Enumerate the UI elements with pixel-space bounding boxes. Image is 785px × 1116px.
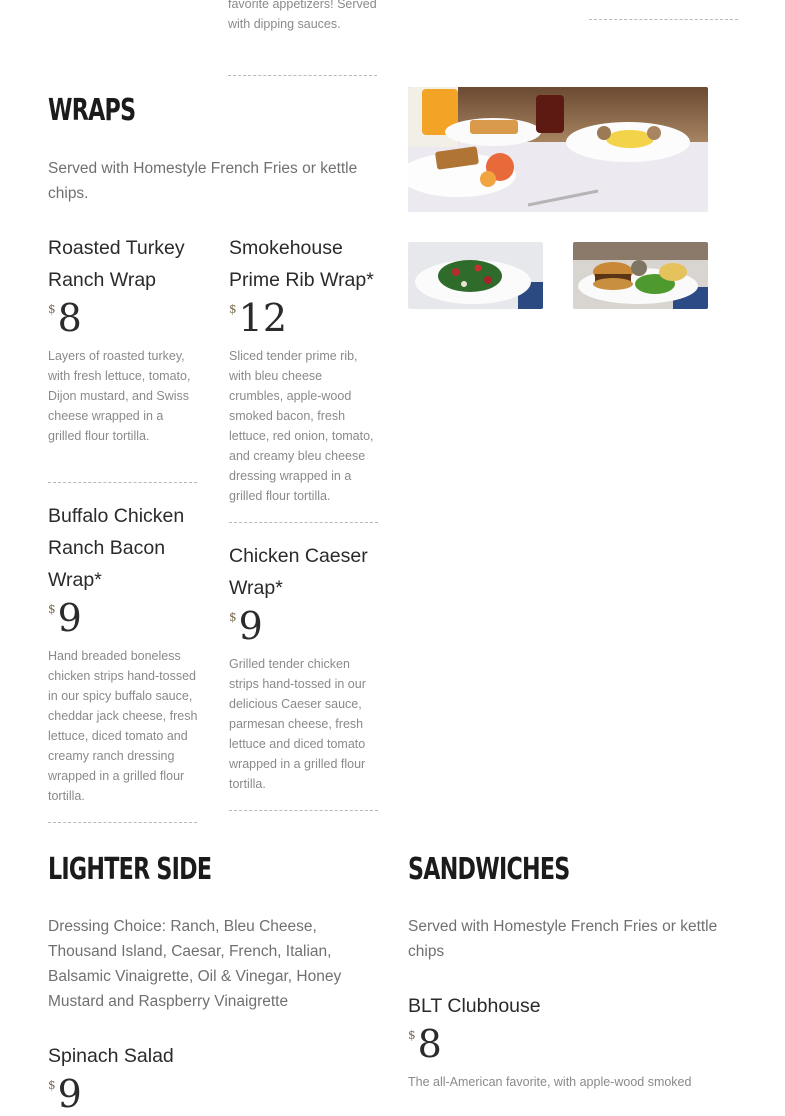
sandwiches-header	[408, 852, 626, 887]
salad-photo[interactable]	[408, 242, 543, 309]
lighter-side-desc: Dressing Choice: Ranch, Bleu Cheese, Thousand Island, Caesar, French, Italian, Balsamic Vinaigrette, Oil & Vinegar, Honey Mustard and Raspberry Vinaigrette	[48, 918, 342, 1010]
price-value: 8	[57, 296, 82, 340]
item-name: Buffalo Chicken Ranch Bacon Wrap*	[48, 505, 185, 591]
price-value: 8	[417, 1022, 442, 1066]
item-description: Sliced tender prime rib, with bleu cheese crumbles, apple-wood smoked bacon, fresh lettuce, red onion, tomato, and creamy bleu cheese dressing wrapped in a grilled flour tortilla.	[229, 349, 374, 503]
menu-item-blt-clubhouse	[408, 990, 728, 1092]
sandwiches-desc: Served with Homestyle French Fries or kettle chips	[408, 918, 718, 960]
item-description: Grilled tender chicken strips hand-tossed in our delicious Caeser sauce, parmesan cheese, fresh lettuce and diced tomato wrapped in a grilled flour tortilla.	[229, 657, 366, 791]
price-value: 9	[238, 604, 263, 648]
item-name: Spinach Salad	[48, 1045, 174, 1067]
currency-symbol: $	[48, 302, 56, 316]
lighter-side-header	[48, 852, 269, 887]
divider	[48, 822, 197, 823]
burger-photo[interactable]	[573, 242, 708, 309]
lighter-side-section-desc	[48, 914, 383, 1014]
breakfast-image	[408, 87, 708, 212]
item-price	[48, 598, 198, 638]
wraps-section-desc	[48, 156, 378, 206]
sandwiches-section-desc	[408, 914, 738, 964]
menu-item-smokehouse-prime-rib	[229, 232, 379, 506]
item-price	[229, 606, 379, 646]
divider	[228, 75, 377, 76]
price-value: 9	[57, 1072, 82, 1116]
lighter-side-title: LIGHTER SIDE	[48, 852, 212, 887]
wraps-title: WRAPS	[48, 93, 136, 128]
wraps-section-header	[48, 93, 166, 128]
menu-item-buffalo-chicken	[48, 500, 198, 806]
item-price	[229, 298, 379, 338]
price-value: 9	[57, 596, 82, 640]
item-description: Hand breaded boneless chicken strips hand-tossed in our spicy buffalo sauce, cheddar jack cheese, fresh lettuce, diced tomato and creamy ranch dressing wrapped in a grilled flour tortilla.	[48, 649, 198, 803]
price-value: 12	[238, 296, 287, 340]
item-price	[48, 298, 198, 338]
menu-item-roasted-turkey	[48, 232, 198, 446]
divider	[589, 19, 738, 20]
sandwiches-title: SANDWICHES	[408, 852, 570, 887]
divider	[229, 522, 378, 523]
wraps-desc: Served with Homestyle French Fries or kettle chips.	[48, 160, 358, 202]
item-name: Chicken Caeser Wrap*	[229, 545, 368, 599]
appetizer-fragment	[228, 0, 378, 34]
item-description: The all-American favorite, with apple-wood smoked	[408, 1075, 692, 1089]
breakfast-photo[interactable]	[408, 87, 708, 212]
currency-symbol: $	[48, 1078, 56, 1092]
currency-symbol: $	[408, 1028, 416, 1042]
appetizer-fragment-text: favorite appetizers! Served with dipping sauces.	[228, 0, 377, 31]
item-name: BLT Clubhouse	[408, 995, 541, 1017]
item-price	[48, 1074, 208, 1114]
item-name: Smokehouse Prime Rib Wrap*	[229, 237, 374, 291]
menu-item-chicken-caeser	[229, 540, 379, 794]
item-price	[408, 1024, 728, 1064]
currency-symbol: $	[229, 610, 237, 624]
item-name: Roasted Turkey Ranch Wrap	[48, 237, 185, 291]
currency-symbol: $	[48, 602, 56, 616]
salad-image	[408, 242, 543, 309]
burger-image	[573, 242, 708, 309]
item-description: Layers of roasted turkey, with fresh lettuce, tomato, Dijon mustard, and Swiss cheese wrapped in a grilled flour tortilla.	[48, 349, 191, 443]
menu-item-spinach-salad	[48, 1040, 208, 1114]
divider	[48, 482, 197, 483]
divider	[229, 810, 378, 811]
currency-symbol: $	[229, 302, 237, 316]
